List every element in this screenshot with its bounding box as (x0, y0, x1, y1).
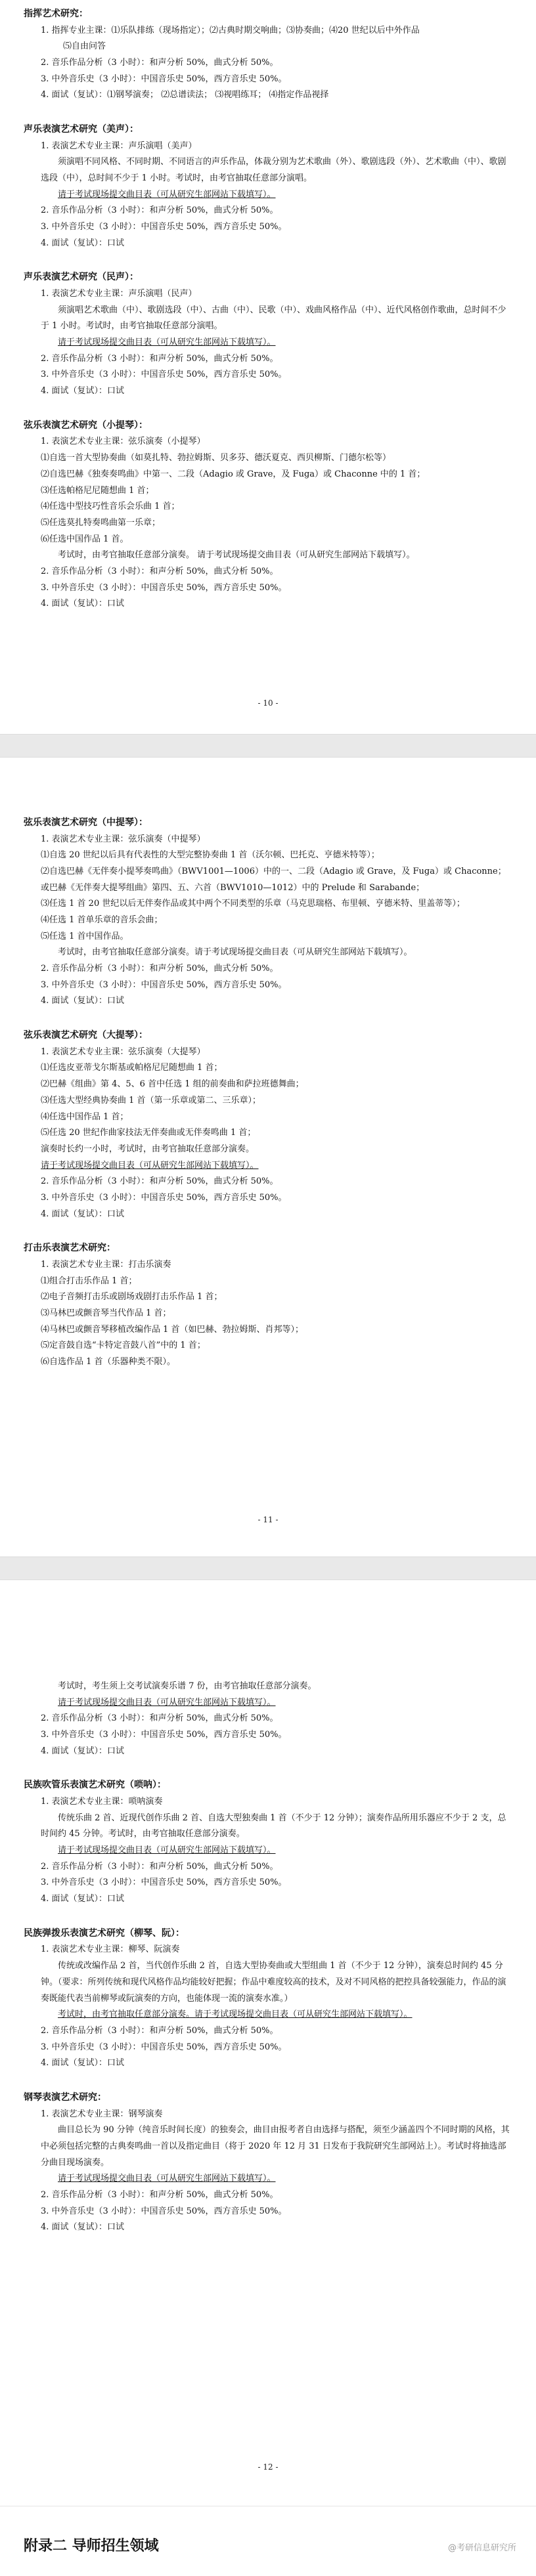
text-line: 请于考试现场提交曲目表（可从研究生部网站下载填写）。 (58, 1697, 276, 1707)
text-line: ⑴任选皮亚蒂戈尔斯基或帕格尼尼随想曲 1 首； (41, 1063, 223, 1073)
text-line: 3. 中外音乐史（3 小时）：中国音乐史 50%，西方音乐史 50%。 (41, 979, 287, 990)
next-page-peek (0, 2506, 536, 2576)
text-line: ⑸任选 20 世纪作曲家技法无伴奏曲或无伴奏鸣曲 1 首； (41, 1128, 256, 1138)
text-line: ⑶任选大型经典协奏曲 1 首（第一乐章或第二、三乐章）； (41, 1095, 261, 1106)
exam-section (24, 1027, 514, 1222)
text-line: 须演唱艺术歌曲（中）、歌剧选段（中）、古曲（中）、民歌（中）、戏曲风格作品（中）、近代风格创作歌曲，总时间不少于 1 小时。考试时，由考官抽取任意部分演唱。 (41, 305, 506, 332)
text-line: 考试时，由考官抽取任意部分演奏。请于考试现场提交曲目表（可从研究生部网站下载填写）。 (58, 2009, 413, 2020)
page-intro (24, 1679, 514, 1759)
document-page-11 (0, 758, 536, 1556)
page-sections (24, 1776, 514, 2236)
text-line: 请于考试现场提交曲目表（可从研究生部网站下载填写）。 (41, 1160, 259, 1170)
text-line: 1. 表演艺术专业主课：柳琴、阮演奏 (41, 1944, 180, 1955)
page-number: - 11 - (257, 1515, 279, 1524)
text-line: ⑵巴赫《组曲》第 4、5、6 首中任选 1 组的前奏曲和萨拉班德舞曲； (41, 1079, 304, 1090)
text-line: 4. 面试（复试）：口试 (41, 386, 125, 397)
text-line: 3. 中外音乐史（3 小时）：中国音乐史 50%，西方音乐史 50%。 (41, 1730, 287, 1740)
text-line: 2. 音乐作品分析（3 小时）：和声分析 50%，曲式分析 50%。 (41, 964, 279, 974)
document-page-10 (0, 0, 536, 734)
document-page-12 (0, 1580, 536, 2506)
text-line: 3. 中外音乐史（3 小时）：中国音乐史 50%，西方音乐史 50%。 (41, 222, 287, 232)
page-content (0, 0, 536, 612)
text-line: 4. 面试（复试）：口试 (41, 238, 125, 248)
text-line: 4. 面试（复试）：⑴钢琴演奏； ⑵总谱读法； ⑶视唱练耳； ⑷指定作品视择 (41, 90, 329, 100)
text-line: 传统或改编作品 2 首，当代创作乐曲 2 首，自选大型协奏曲或大型组曲 1 首（不少于 12 分钟），演奏总时间约 45 分钟。（要求：所列传统和现代风格作品均能较好把握；作品中难度较高的技术，及对不同风格的把控具备较强能力，作品的演奏既能代表当前柳琴或阮演奏的方向，也能体现一流的演奏水准。） (41, 1961, 506, 2004)
text-line: 2. 音乐作品分析（3 小时）：和声分析 50%，曲式分析 50%。 (41, 57, 279, 68)
text-line: 3. 中外音乐史（3 小时）：中国音乐史 50%，西方音乐史 50%。 (41, 1878, 287, 1888)
text-line: ⑴自选 20 世纪以后具有代表性的大型完整协奏曲 1 首（沃尔顿、巴托克、亨德米特等）； (41, 850, 380, 861)
text-line: 1. 表演艺术专业主课：唢呐演奏 (41, 1797, 163, 1807)
text-line: 3. 中外音乐史（3 小时）：中国音乐史 50%，西方音乐史 50%。 (41, 74, 287, 84)
text-line: 4. 面试（复试）：口试 (41, 599, 125, 609)
page-number: - 10 - (257, 698, 279, 708)
text-line: 1. 表演艺术专业主课：打击乐演奏 (41, 1259, 171, 1270)
text-line: 2. 音乐作品分析（3 小时）：和声分析 50%，曲式分析 50%。 (41, 1861, 279, 1872)
text-line: ⑷马林巴或颤音琴移植改编作品 1 首（如巴赫、勃拉姆斯、肖邦等）； (41, 1324, 304, 1335)
text-line: 2. 音乐作品分析（3 小时）：和声分析 50%，曲式分析 50%。 (41, 353, 279, 364)
text-line: 3. 中外音乐史（3 小时）：中国音乐史 50%，西方音乐史 50%。 (41, 370, 287, 380)
text-line: ⑵电子音频打击乐或剧场戏剧打击乐作品 1 首； (41, 1292, 223, 1302)
exam-section (24, 1925, 514, 2072)
section-heading: 打击乐表演艺术研究： (24, 1243, 116, 1254)
page-number: - 12 - (257, 2462, 279, 2472)
text-line: 2. 音乐作品分析（3 小时）：和声分析 50%，曲式分析 50%。 (41, 1176, 279, 1187)
text-line: 考试时，考生须上交考试演奏乐谱 7 份，由考官抽取任意部分演奏。 (58, 1681, 317, 1691)
text-line: 曲目总长为 90 分钟（纯音乐时间长度）的独奏会，曲目由报考者自由选择与搭配，须至少涵盖四个不同时期的风格，其中必须包括完整的古典奏鸣曲一首以及指定曲目（将于 2020 年 12 月 31 日发布于我院研究生部网站上）。考试时将抽选部分曲目现场演奏。 (41, 2125, 510, 2168)
exam-section (24, 1239, 514, 1370)
exam-section (24, 268, 514, 399)
exam-section (24, 5, 514, 104)
page-sections (24, 5, 514, 612)
text-line: 3. 中外音乐史（3 小时）：中国音乐史 50%，西方音乐史 50%。 (41, 2206, 287, 2216)
text-line: 请于考试现场提交曲目表（可从研究生部网站下载填写）。 (58, 337, 276, 348)
text-line: 4. 面试（复试）：口试 (41, 1209, 125, 1219)
page-sections (24, 814, 514, 1371)
text-line: ⑶任选 1 首 20 世纪以后无伴奏作品或其中两个不同类型的乐章（马克思瑞格、布里顿、亨德米特、里盖蒂等）； (41, 899, 465, 909)
text-line: ⑸定音鼓自选“卡特定音鼓八首”中的 1 首； (41, 1341, 206, 1351)
text-line: 4. 面试（复试）：口试 (41, 996, 125, 1006)
text-line: ⑵自选巴赫《无伴奏小提琴奏鸣曲》（BWV1001—1006）中的一、二段（Adagio 或 Grave，及 Fuga）或 Chaconne；或巴赫《无伴奏大提琴组曲》第四、五、六首（BWV1010—1012）中的 Prelude 和 Sarabande； (41, 866, 506, 893)
text-line: 4. 面试（复试）：口试 (41, 1746, 125, 1756)
text-line: ⑸任选 1 首中国作品。 (41, 931, 129, 941)
text-line: 3. 中外音乐史（3 小时）：中国音乐史 50%，西方音乐史 50%。 (41, 1192, 287, 1203)
text-line: 3. 中外音乐史（3 小时）：中国音乐史 50%，西方音乐史 50%。 (41, 582, 287, 593)
text-line: 演奏时长约一小时，考试时，由考官抽取任意部分演奏。 (41, 1144, 255, 1154)
text-line: 1. 指挥专业主课：⑴乐队排练（现场指定）；⑵古典时期交响曲；⑶协奏曲；⑷20 世纪以后中外作品 (41, 25, 420, 35)
text-line: ⑵自选巴赫《独奏奏鸣曲》中第一、二段（Adagio 或 Grave，及 Fuga）或 Chaconne 中的 1 首； (41, 469, 426, 479)
text-line: 1. 表演艺术专业主课：声乐演唱（民声） (41, 289, 197, 299)
text-line: 2. 音乐作品分析（3 小时）：和声分析 50%，曲式分析 50%。 (41, 2025, 279, 2036)
section-heading: 声乐表演艺术研究（美声）： (24, 124, 139, 135)
section-heading: 民族弹拨乐表演艺术研究（柳琴、阮）： (24, 1927, 185, 1939)
watermark: @考研信息研究所 (447, 2543, 516, 2553)
text-line: 2. 音乐作品分析（3 小时）：和声分析 50%，曲式分析 50%。 (41, 1713, 279, 1724)
section-heading: 民族吹管乐表演艺术研究（唢呐）： (24, 1780, 166, 1791)
text-line: ⑸任选莫扎特奏鸣曲第一乐章； (41, 517, 161, 528)
section-heading: 弦乐表演艺术研究（大提琴）： (24, 1030, 148, 1041)
text-line: 2. 音乐作品分析（3 小时）：和声分析 50%，曲式分析 50%。 (41, 205, 279, 216)
text-line: 1. 表演艺术专业主课：钢琴演奏 (41, 2109, 163, 2119)
exam-section (24, 121, 514, 251)
section-heading: 弦乐表演艺术研究（小提琴）： (24, 419, 148, 431)
text-line: 请于考试现场提交曲目表（可从研究生部网站下载填写）。 (58, 1845, 276, 1856)
text-line: 请于考试现场提交曲目表（可从研究生部网站下载填写）。 (58, 2174, 276, 2184)
section-heading: 弦乐表演艺术研究（中提琴）： (24, 817, 148, 828)
text-line: 1. 表演艺术专业主课：弦乐演奏（大提琴） (41, 1046, 206, 1057)
exam-section (24, 1776, 514, 1907)
text-line: 1. 表演艺术专业主课：弦乐演奏（中提琴） (41, 834, 206, 844)
text-line: 1. 表演艺术专业主课：弦乐演奏（小提琴） (41, 437, 206, 447)
text-line: ⑸自由问答 (63, 41, 106, 52)
page-separator (0, 1556, 536, 1580)
exam-section (24, 814, 514, 1010)
exam-section (24, 417, 514, 612)
section-heading: 指挥艺术研究： (24, 9, 88, 19)
text-line: 4. 面试（复试）：口试 (41, 1894, 125, 1904)
text-line: 3. 中外音乐史（3 小时）：中国音乐史 50%，西方音乐史 50%。 (41, 2042, 287, 2052)
text-line: ⑷任选中国作品 1 首； (41, 1111, 129, 1122)
text-line: 考试时，由考官抽取任意部分演奏。 请于考试现场提交曲目表（可从研究生部网站下载填写）。 (58, 550, 415, 561)
text-line: ⑴自选一首大型协奏曲（如莫扎特、勃拉姆斯、贝多芬、德沃夏克、西贝柳斯、门德尔松等） (41, 453, 391, 463)
text-line: ⑷任选 1 首单乐章的音乐会曲； (41, 915, 163, 926)
text-line: ⑶任选帕格尼尼随想曲 1 首； (41, 485, 154, 496)
appendix-title: 附录二 导师招生领域 (24, 2538, 159, 2554)
text-line: ⑷任选中型技巧性音乐会乐曲 1 首； (41, 502, 180, 512)
text-line: 4. 面试（复试）：口试 (41, 2222, 125, 2233)
text-line: ⑹任选中国作品 1 首。 (41, 534, 129, 544)
page-content (0, 758, 536, 1371)
text-line: 考试时，由考官抽取任意部分演奏。请于考试现场提交曲目表（可从研究生部网站下载填写）。 (58, 947, 413, 958)
text-line: 1. 表演艺术专业主课：声乐演唱（美声） (41, 140, 197, 151)
text-line: 2. 音乐作品分析（3 小时）：和声分析 50%，曲式分析 50%。 (41, 2189, 279, 2200)
page-content (0, 1580, 536, 2236)
text-line: ⑶马林巴或颤音琴当代作品 1 首； (41, 1308, 171, 1318)
page-separator (0, 734, 536, 758)
section-heading: 声乐表演艺术研究（民声）： (24, 272, 139, 283)
exam-section (24, 2089, 514, 2236)
text-line: 请于考试现场提交曲目表（可从研究生部网站下载填写）。 (58, 189, 276, 200)
text-line: 2. 音乐作品分析（3 小时）：和声分析 50%，曲式分析 50%。 (41, 566, 279, 576)
text-line: 传统乐曲 2 首、近现代创作乐曲 2 首、自选大型独奏曲 1 首（不少于 12 分钟）；演奏作品所用乐器应不少于 2 支，总时间约 45 分钟。考试时，由考官抽取任意部分演奏。 (41, 1813, 506, 1839)
text-line: ⑹自选作品 1 首（乐器种类不限）。 (41, 1357, 176, 1367)
text-line: 须演唱不同风格、不同时期、不同语言的声乐作品，体裁分别为艺术歌曲（外）、歌剧选段（外）、艺术歌曲（中）、歌剧选段（中），总时间不少于 1 小时。考试时，由考官抽取任意部分演唱。 (41, 157, 506, 183)
section-heading: 钢琴表演艺术研究： (24, 2092, 106, 2103)
text-line: 4. 面试（复试）：口试 (41, 2058, 125, 2069)
text-line: ⑴组合打击乐作品 1 首； (41, 1276, 137, 1286)
